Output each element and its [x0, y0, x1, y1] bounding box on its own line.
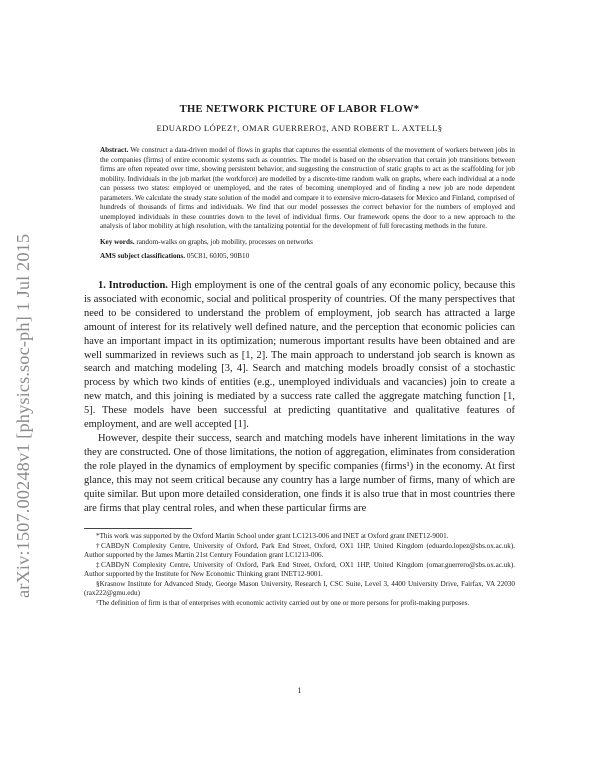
keywords-label: Key words.	[100, 237, 135, 246]
paper-page	[84, 104, 516, 695]
page-number: 1	[297, 686, 302, 695]
abstract	[100, 146, 515, 232]
footnote-author-3: §Krasnow Institute for Advanced Study, George Mason University, Research I, CSC Suite, Level 3, 4400 University Drive, Fairfax, VA 22030 (rax222@gmu.edu)	[84, 579, 515, 598]
intro-paragraph-1	[84, 279, 515, 432]
footnote-funding: *This work was supported by the Oxford Martin School under grant LC1213-006 and INET at Oxford grant INET12-9001.	[96, 532, 449, 541]
keywords	[100, 238, 515, 248]
keywords-text: random-walks on graphs, job mobility, processes on networks	[136, 237, 313, 246]
intro-paragraph-1-text: High employment is one of the central goals of any economic policy, because this is associated with economic, social and political prosperity of countries. Of the many perspectives that need to be considered to understand the problem of employment, job search has attracted a large amount of interest for its relatively well defined nature, and the perception that economic policies can have an important impact in its optimization; numerous important results have been obtained and are well summarized in reviews such as [1, 2]. The main approach to understand job search is known as search and matching modeling [3, 4]. Search and matching models broadly consist of a stochastic process by which two kinds of entities (e.g., unemployed individuals and vacancies) join to create a new match, and this joining is mediated by a success rate called the aggregate matching function [1, 5]. These models have been successful at predicting quantitative and qualitative features of employment, and are well accepted [1].	[84, 280, 516, 431]
paper-authors: EDUARDO LÓPEZ†, OMAR GUERRERO‡, AND ROBERT L. AXTELL§	[156, 123, 443, 133]
abstract-label: Abstract.	[100, 146, 129, 154]
footnote-author-2: ‡CABDyN Complexity Centre, University of Oxford, Park End Street, Oxford, OX1 1HP, United Kingdom (omar.guerrero@sbs.ox.ac.uk). Author supported by the Institute for New Economic Thinking grant INET12-9001.	[84, 560, 515, 579]
ams-text: 05C81, 60J05, 90B10	[186, 252, 250, 261]
ams-classifications	[100, 252, 515, 262]
intro-paragraph-2: However, despite their success, search and matching models have inherent limitations in the way they are constructed. One of those limitations, the notion of aggregation, eliminates from consideration the role played in the dynamics of employment by specific companies (firms¹) in the economy. At first glance, this may not seem critical because any country has a large number of firms, many of which are quite similar. But upon more detailed consideration, one finds it is also true that in most countries there are firms that play central roles, and when these particular firms are	[84, 432, 515, 514]
abstract-text: We construct a data-driven model of flows in graphs that captures the essential elements of the movement of workers between jobs in the companies (firms) of entire economic systems such as countries. The model is based on the observation that certain job transitions between firms are often repeated over time, showing persistent behavior, and suggesting the construction of static graphs to act as the scaffolding for job mobility. Individuals in the job market (the workforce) are modelled by a discrete-time random walk on graphs, where each individual at a node can possess two states: employed or unemployed, and the rates of becoming unemployed and of finding a new job are node dependent parameters. We calculate the steady state solution of the model and compare it to extensive micro-datasets for Mexico and Finland, comprised of hundreds of thousands of firms and individuals. We find that our model possesses the correct behavior for the numbers of employed and unemployed individuals in these countries down to the level of individual firms. Our framework opens the door to a new approach to the analysis of labor mobility at high resolution, with the tantalizing potential for the development of full forecasting methods in the future.	[100, 146, 516, 231]
footnote-author-1: †CABDyN Complexity Centre, University of Oxford, Park End Street, Oxford, OX1 1HP, United Kingdom (eduardo.lopez@sbs.ox.ac.uk). Author supported by the James Martin 21st Century Foundation grant LC1213-006.	[84, 541, 515, 560]
footnote-firm-definition: ¹The definition of firm is that of enterprises with economic activity carried out by one or more persons for profit-making purposes.	[96, 598, 470, 607]
footnote-divider	[84, 528, 192, 529]
paper-title: THE NETWORK PICTURE OF LABOR FLOW*	[179, 104, 420, 115]
introduction-section	[84, 279, 515, 515]
arxiv-identifier: arXiv:1507.00248v1 [physics.soc-ph] 1 Jul 2015	[13, 233, 33, 598]
section-heading: 1. Introduction.	[98, 280, 168, 292]
ams-label: AMS subject classifications.	[100, 252, 186, 261]
